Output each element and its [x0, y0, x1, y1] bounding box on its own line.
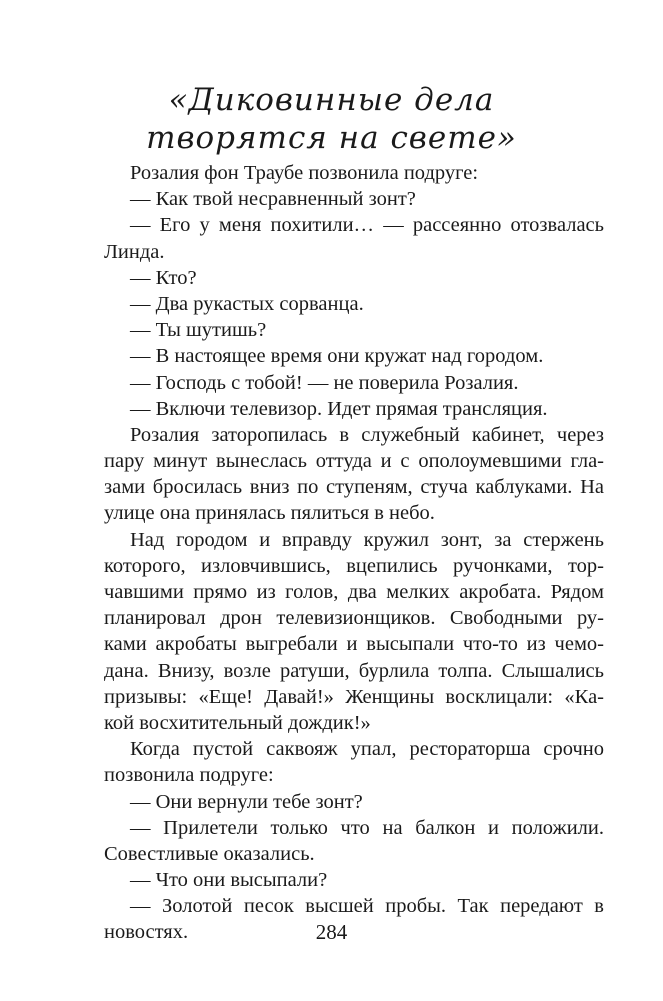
text-line: ками акробаты выгребали и высыпали что-то из чемо-	[104, 633, 604, 656]
text-line: — Прилетели только что на балкон и положили.	[130, 816, 604, 839]
body-text	[104, 160, 604, 946]
chapter-title-line-2: творятся на свете»	[146, 120, 517, 156]
text-line: — Они вернули тебе зонт?	[130, 790, 363, 813]
chapter-title-line-1: «Диковинные дела	[168, 82, 495, 118]
text-line: — Кто?	[130, 266, 197, 289]
text-line: улице она принялась пялиться в небо.	[104, 502, 435, 525]
text-line: — Включи телевизор. Идет прямая трансляция.	[130, 397, 548, 420]
text-line: — Ты шутишь?	[130, 319, 267, 342]
text-line: — Что они высыпали?	[130, 869, 328, 892]
text-line: Розалия фон Траубе позвонила подруге:	[130, 162, 479, 184]
text-line: — Золотой песок высшей пробы. Так передают в	[130, 895, 604, 918]
text-line: — Его у меня похитили… — рассеянно отозвалась	[130, 214, 604, 237]
text-line: зами бросилась вниз по ступеням, стуча каблуками. На	[104, 476, 604, 499]
text-line: позвонила подруге:	[104, 764, 274, 787]
text-line: — Два рукастых сорванца.	[130, 292, 364, 315]
text-line: кой восхитительный дождик!»	[104, 711, 371, 734]
text-line: планировал дрон телевизионщиков. Свободными ру-	[104, 607, 604, 630]
text-line: Над городом и вправду кружил зонт, за стержень	[130, 528, 604, 551]
text-line: пару минут вынеслась оттуда и с ополоумевшими гла-	[104, 450, 604, 473]
text-line: Розалия заторопилась в служебный кабинет, через	[130, 423, 604, 446]
text-line: — Как твой несравненный зонт?	[130, 188, 416, 211]
text-line: Когда пустой саквояж упал, рестораторша срочно	[130, 738, 604, 761]
text-line: чавшими прямо из голов, два мелких акробата. Рядом	[104, 581, 604, 603]
text-line: Совестливые оказались.	[104, 842, 315, 865]
text-line: новостях.	[104, 921, 189, 944]
text-line: призывы: «Еще! Давай!» Женщины восклицали: «Ка-	[104, 685, 604, 708]
text-line: — Господь с тобой! — не поверила Розалия.	[130, 371, 519, 394]
text-line: которого, изловчившись, вцепились ручонками, тор-	[104, 554, 604, 577]
page-number: 284	[315, 920, 348, 944]
text-line: — В настоящее время они кружат над городом.	[130, 345, 544, 368]
text-line: дана. Внизу, возле ратуши, бурлила толпа. Слышались	[104, 659, 604, 682]
text-line: Линда.	[104, 240, 165, 263]
